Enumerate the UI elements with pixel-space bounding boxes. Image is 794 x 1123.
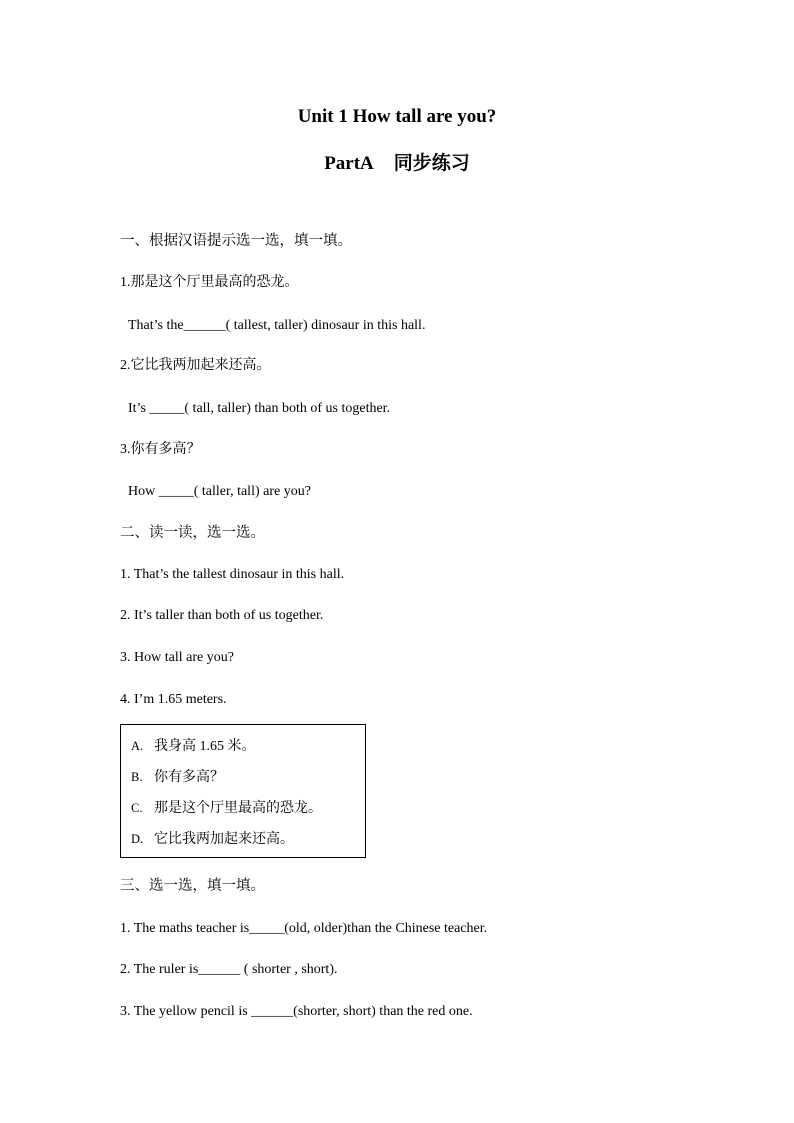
choice-c-text: 那是这个厅里最高的恐龙。 xyxy=(154,801,322,816)
section1-sentence-1: That’s the______( tallest, taller) dinosaur in this hall. xyxy=(128,318,426,333)
choice-a-letter: A. xyxy=(131,739,144,753)
section1-prompt-1: 1.那是这个厅里最高的恐龙。 xyxy=(120,275,299,290)
section3-item-3: 3. The yellow pencil is ______(shorter, short) than the red one. xyxy=(120,1004,473,1019)
choice-a-text: 我身高 1.65 米。 xyxy=(154,739,256,754)
section2-item-1: 1. That’s the tallest dinosaur in this hall. xyxy=(120,567,345,582)
choices-box xyxy=(120,724,366,858)
choice-a xyxy=(131,737,256,756)
section1-heading: 一、根据汉语提示选一选，填一填。 xyxy=(120,233,352,249)
section2-item-3: 3. How tall are you? xyxy=(120,650,234,665)
section1-prompt-2: 2.它比我两加起来还高。 xyxy=(120,358,271,373)
section2-heading: 二、读一读，选一选。 xyxy=(120,525,265,541)
page-title: Unit 1 How tall are you? xyxy=(297,106,497,127)
page-subtitle xyxy=(0,148,794,175)
section3-item-2: 2. The ruler is______ ( shorter , short). xyxy=(120,962,338,977)
section3-heading: 三、选一选，填一填。 xyxy=(120,878,265,894)
section2-item-4: 4. I’m 1.65 meters. xyxy=(120,692,227,707)
choice-b xyxy=(131,768,224,787)
subtitle-name: 同步练习 xyxy=(393,153,470,174)
choice-c xyxy=(131,799,322,818)
choice-b-text: 你有多高？ xyxy=(154,770,224,785)
choice-d xyxy=(131,830,294,849)
choice-c-letter: C. xyxy=(131,801,143,815)
subtitle-part: PartA xyxy=(324,153,374,174)
section3-item-1: 1. The maths teacher is_____(old, older)than the Chinese teacher. xyxy=(120,921,488,936)
choice-d-letter: D. xyxy=(131,832,144,846)
choice-b-letter: B. xyxy=(131,770,143,784)
section1-sentence-3: How _____( taller, tall) are you? xyxy=(128,484,311,499)
choice-d-text: 它比我两加起来还高。 xyxy=(154,832,294,847)
section2-item-2: 2. It’s taller than both of us together. xyxy=(120,608,324,623)
section1-prompt-3: 3.你有多高？ xyxy=(120,442,201,457)
section1-sentence-2: It’s _____( tall, taller) than both of us together. xyxy=(128,401,391,416)
